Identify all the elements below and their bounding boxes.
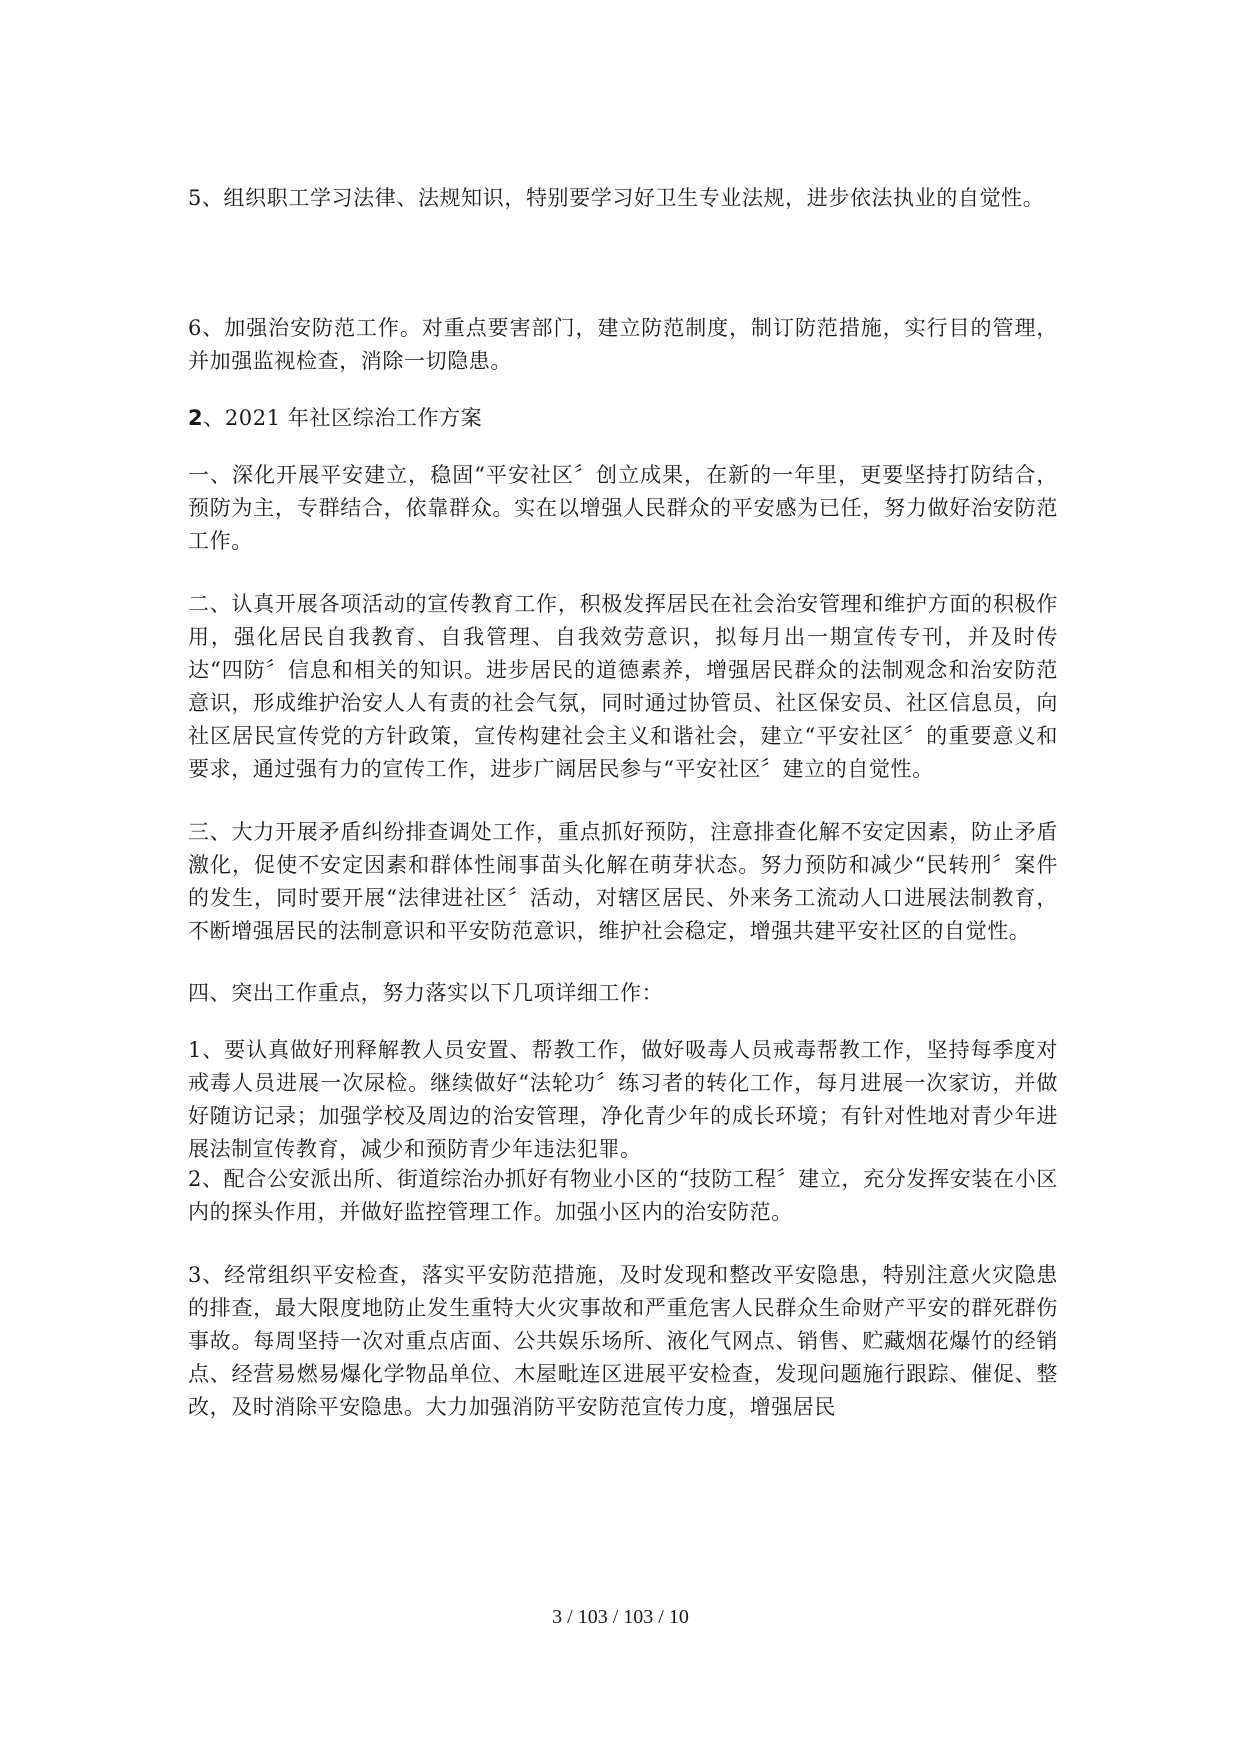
paragraph-task-1: 1、要认真做好刑释解教人员安置、帮教工作，做好吸毒人员戒毒帮教工作，坚持每季度对戒毒人员进展一次尿检。继续做好“法轮功〞练习者的转化工作，每月进展一次家访，并做好随访记录；加强学校及周边的治安管理，净化青少年的成长环境；有针对性地对青少年进展法制宣传教育，减少和预防青少年违法犯罪。 bbox=[188, 1038, 1058, 1161]
page-footer: 3 / 103 / 103 / 10 bbox=[552, 1606, 689, 1628]
paragraph-item-5: 5、组织职工学习法律、法规知识，特别要学习好卫生专业法规，进步依法执业的自觉性。 bbox=[188, 186, 1045, 210]
paragraph-section-3: 三、大力开展矛盾纠纷排查调处工作，重点抓好预防，注意排查化解不安定因素，防止矛盾激化，促使不安定因素和群体性闹事苗头化解在萌芽状态。努力预防和减少“民转刑〞案件的发生，同时要开展“法律进社区〞活动，对辖区居民、外来务工流动人口进展法制教育，不断增强居民的法制意识和平安防范意识，维护社会稳定，增强共建平安社区的自觉性。 bbox=[188, 820, 1058, 943]
section-heading bbox=[188, 402, 1058, 435]
paragraph-item-6: 6、加强治安防范工作。对重点要害部门，建立防范制度，制订防范措施，实行目的管理，并加强监视检查，消除一切隐患。 bbox=[188, 316, 1058, 373]
paragraph-task-3: 3、经常组织平安检查，落实平安防范措施，及时发现和整改平安隐患，特别注意火灾隐患的排查，最大限度地防止发生重特大火灾事故和严重危害人民群众生命财产平安的群死群伤事故。每周坚持一次对重点店面、公共娱乐场所、液化气网点、销售、贮藏烟花爆竹的经销点、经营易燃易爆化学物品单位、木屋毗连区进展平安检查，发现问题施行跟踪、催促、整改，及时消除平安隐患。大力加强消防平安防范宣传力度，增强居民 bbox=[188, 1263, 1058, 1419]
paragraph-section-1: 一、深化开展平安建立，稳固“平安社区〞创立成果，在新的一年里，更要坚持打防结合，预防为主，专群结合，依靠群众。实在以增强人民群众的平安感为已任，努力做好治安防范工作。 bbox=[188, 463, 1058, 553]
paragraph-section-4: 四、突出工作重点，努力落实以下几项详细工作： bbox=[188, 981, 664, 1005]
section-heading-number: 2 bbox=[188, 406, 204, 430]
section-heading-text: 、2021 年社区综治工作方案 bbox=[203, 406, 483, 430]
paragraph-section-2: 二、认真开展各项活动的宣传教育工作，积极发挥居民在社会治安管理和维护方面的积极作用，强化居民自我教育、自我管理、自我效劳意识，拟每月出一期宣传专刊，并及时传达“四防〞信息和相关的知识。进步居民的道德素养，增强居民群众的法制观念和治安防范意识，形成维护治安人人有责的社会气氛，同时通过协管员、社区保安员、社区信息员，向社区居民宣传党的方针政策，宣传构建社会主义和谐社会，建立“平安社区〞的重要意义和要求，通过强有力的宣传工作，进步广阔居民参与“平安社区〞建立的自觉性。 bbox=[188, 592, 1058, 781]
paragraph-task-2: 2、配合公安派出所、街道综治办抓好有物业小区的“技防工程〞建立，充分发挥安装在小区内的探头作用，并做好监控管理工作。加强小区内的治安防范。 bbox=[188, 1167, 1058, 1224]
